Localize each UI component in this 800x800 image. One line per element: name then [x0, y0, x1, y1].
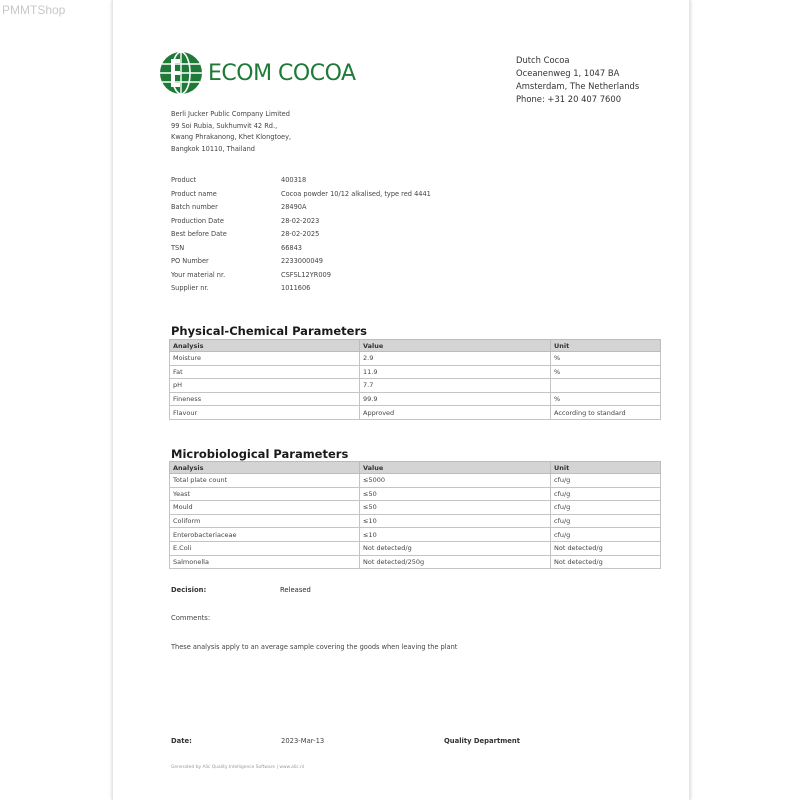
recipient-address: [171, 109, 291, 155]
table-row: [170, 406, 661, 420]
detail-label: TSN: [171, 243, 185, 252]
decision-row: [171, 586, 311, 594]
table-row: [170, 487, 661, 501]
detail-label: Batch number: [171, 203, 218, 211]
generated-by-note: Generated by Alic Quality Intelligence Software | www.alic.nl: [171, 765, 305, 770]
detail-label: Best before Date: [171, 230, 227, 238]
cell: Not detected/g: [551, 555, 661, 569]
physical-chemical-table: [169, 339, 661, 420]
cell: ≤5000: [360, 474, 551, 488]
cell: pH: [170, 379, 360, 393]
detail-value: 28-02-2023: [281, 216, 320, 225]
cell: Salmonella: [170, 555, 360, 569]
cell: ≤50: [360, 487, 551, 501]
detail-row: [171, 203, 431, 217]
address-line: Amsterdam, The Netherlands: [516, 81, 640, 91]
cell: Moisture: [170, 352, 360, 366]
detail-label: PO Number: [171, 257, 209, 265]
detail-row: [171, 284, 431, 298]
cell: %: [551, 392, 661, 406]
decision-label: Decision:: [171, 586, 207, 594]
recipient-line: Kwang Phrakanong, Khet Klongtoey,: [171, 133, 292, 141]
cell: Coliform: [170, 514, 360, 528]
cell: 7.7: [360, 379, 551, 393]
detail-row: [171, 176, 431, 190]
microbiological-table: [169, 461, 661, 569]
detail-value: Cocoa powder 10/12 alkalised, type red 4441: [281, 189, 431, 198]
cell: 11.9: [360, 365, 551, 379]
table-row: [170, 528, 661, 542]
detail-label: Your material nr.: [171, 270, 226, 279]
cell: Fineness: [170, 392, 360, 406]
cell: Enterobacteriaceae: [170, 528, 360, 542]
physical-chemical-title: Physical-Chemical Parameters: [171, 324, 367, 338]
cell: cfu/g: [551, 487, 661, 501]
detail-value: 2233000049: [281, 257, 323, 265]
table-row: [170, 474, 661, 488]
cell: According to standard: [551, 406, 661, 420]
address-line: Oceanenweg 1, 1047 BA: [516, 68, 620, 78]
cell: cfu/g: [551, 514, 661, 528]
detail-value: 66843: [281, 243, 302, 252]
decision-value: Released: [280, 586, 311, 594]
table-row: [170, 514, 661, 528]
detail-row: [171, 190, 431, 204]
cell: Mould: [170, 501, 360, 515]
cell: Fat: [170, 365, 360, 379]
analysis-note: These analysis apply to an average sample covering the goods when leaving the plant: [171, 643, 458, 651]
cell: cfu/g: [551, 474, 661, 488]
cell: %: [551, 352, 661, 366]
table-row: [170, 379, 661, 393]
cell: 99.9: [360, 392, 551, 406]
detail-value: CSFSL12YR009: [281, 270, 331, 279]
cell: E.Coli: [170, 541, 360, 555]
cell: 2.9: [360, 352, 551, 366]
detail-row: [171, 271, 431, 285]
product-details: [171, 176, 431, 298]
cell: cfu/g: [551, 501, 661, 515]
date-label: Date:: [171, 737, 192, 745]
cell: Yeast: [170, 487, 360, 501]
cell: %: [551, 365, 661, 379]
table-row: [170, 392, 661, 406]
detail-value: 28490A: [281, 203, 307, 211]
detail-value: 28-02-2025: [281, 230, 320, 238]
detail-label: Product name: [171, 189, 217, 198]
detail-row: [171, 217, 431, 231]
logo-text: ECOM COCOA: [208, 60, 356, 86]
table-row: [170, 365, 661, 379]
cell: Approved: [360, 406, 551, 420]
table-row: [170, 555, 661, 569]
cell: Not detected/g: [551, 541, 661, 555]
detail-label: Supplier nr.: [171, 284, 209, 292]
column-header: Unit: [551, 462, 661, 474]
cell: ≤10: [360, 514, 551, 528]
comments-label: Comments:: [171, 614, 211, 622]
recipient-line: Berli Jucker Public Company Limited: [171, 110, 290, 118]
table-row: [170, 501, 661, 515]
detail-label: Product: [171, 176, 197, 184]
detail-value: 1011606: [281, 284, 311, 292]
address-line: Dutch Cocoa: [516, 55, 570, 65]
watermark: PMMTShop: [2, 3, 66, 17]
column-header: Unit: [551, 340, 661, 352]
recipient-line: Bangkok 10110, Thailand: [171, 144, 255, 153]
cell: Not detected/250g: [360, 555, 551, 569]
table-header-row: [170, 462, 661, 474]
cell: ≤50: [360, 501, 551, 515]
cell: cfu/g: [551, 528, 661, 542]
detail-label: Production Date: [171, 216, 224, 225]
cell: ≤10: [360, 528, 551, 542]
ecom-cocoa-logo: [159, 51, 356, 95]
column-header: Value: [360, 340, 551, 352]
column-header: Analysis: [170, 340, 360, 352]
column-header: Value: [360, 462, 551, 474]
table-row: [170, 541, 661, 555]
globe-logo-icon: [159, 51, 203, 95]
date-value: 2023-Mar-13: [281, 737, 325, 745]
table-row: [170, 352, 661, 366]
address-line: Phone: +31 20 407 7600: [516, 94, 622, 104]
detail-row: [171, 244, 431, 258]
certificate-page: [112, 0, 690, 800]
column-header: Analysis: [170, 462, 360, 474]
detail-value: 400318: [281, 176, 307, 184]
cell: Total plate count: [170, 474, 360, 488]
table-header-row: [170, 340, 661, 352]
company-address: [516, 54, 639, 106]
microbiological-title: Microbiological Parameters: [171, 447, 349, 461]
cell: [551, 379, 661, 393]
cell: Not detected/g: [360, 541, 551, 555]
quality-department-label: Quality Department: [444, 737, 520, 745]
recipient-line: 99 Soi Rubia, Sukhumvit 42 Rd.,: [171, 121, 278, 130]
detail-row: [171, 257, 431, 271]
detail-row: [171, 230, 431, 244]
cell: Flavour: [170, 406, 360, 420]
